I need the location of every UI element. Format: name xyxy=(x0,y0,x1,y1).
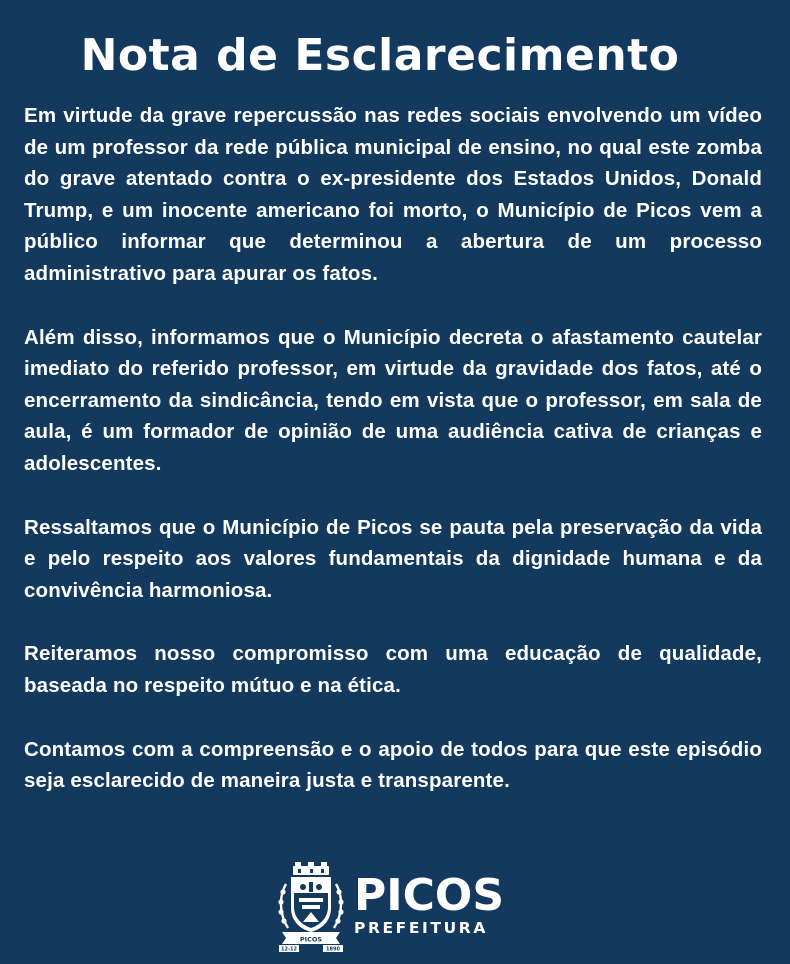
crest-right-date: 1890 xyxy=(326,946,340,952)
page-title: Nota de Esclarecimento xyxy=(80,30,680,81)
brand-subtitle: PREFEITURA xyxy=(354,919,488,937)
paragraph-3: Ressaltamos que o Município de Picos se pauta pela preservação da vida e pelo respeito aos valores fundamentais da dignidade humana e da convivência harmoniosa. xyxy=(24,515,762,602)
prefeitura-logo xyxy=(276,860,506,952)
coat-of-arms-icon xyxy=(276,862,346,952)
paragraph-1: Em virtude da grave repercussão nas redes sociais envolvendo um vídeo de um professor da rede pública municipal de ensino, no qual este zomba do grave atentado contra o ex-presidente dos Estados Unidos, Donald Trump, e um inocente americano foi morto, o Município de Picos vem a público informar que determinou a abertura de um processo administrativo para apurar os fatos. xyxy=(24,104,762,285)
paragraph-4: Reiteramos nosso compromisso com uma educação de qualidade, baseada no respeito mútuo e na ética. xyxy=(24,642,762,697)
brand-wordmark xyxy=(354,870,505,937)
crest-banner-text: PICOS xyxy=(299,935,323,944)
crest-left-date: 12-12 xyxy=(281,946,297,952)
paragraph-2: Além disso, informamos que o Município decreta o afastamento cautelar imediato do referido professor, em virtude da gravidade dos fatos, até o encerramento da sindicância, tendo em vista que o professor, em sala de aula, é um formador de opinião de uma audiência cativa de crianças e adolescentes. xyxy=(24,325,762,475)
brand-name: PICOS xyxy=(354,870,505,921)
paragraph-5: Contamos com a compreensão e o apoio de todos para que este episódio seja esclarecido de maneira justa e transparente. xyxy=(24,737,762,793)
statement-body xyxy=(24,100,762,829)
